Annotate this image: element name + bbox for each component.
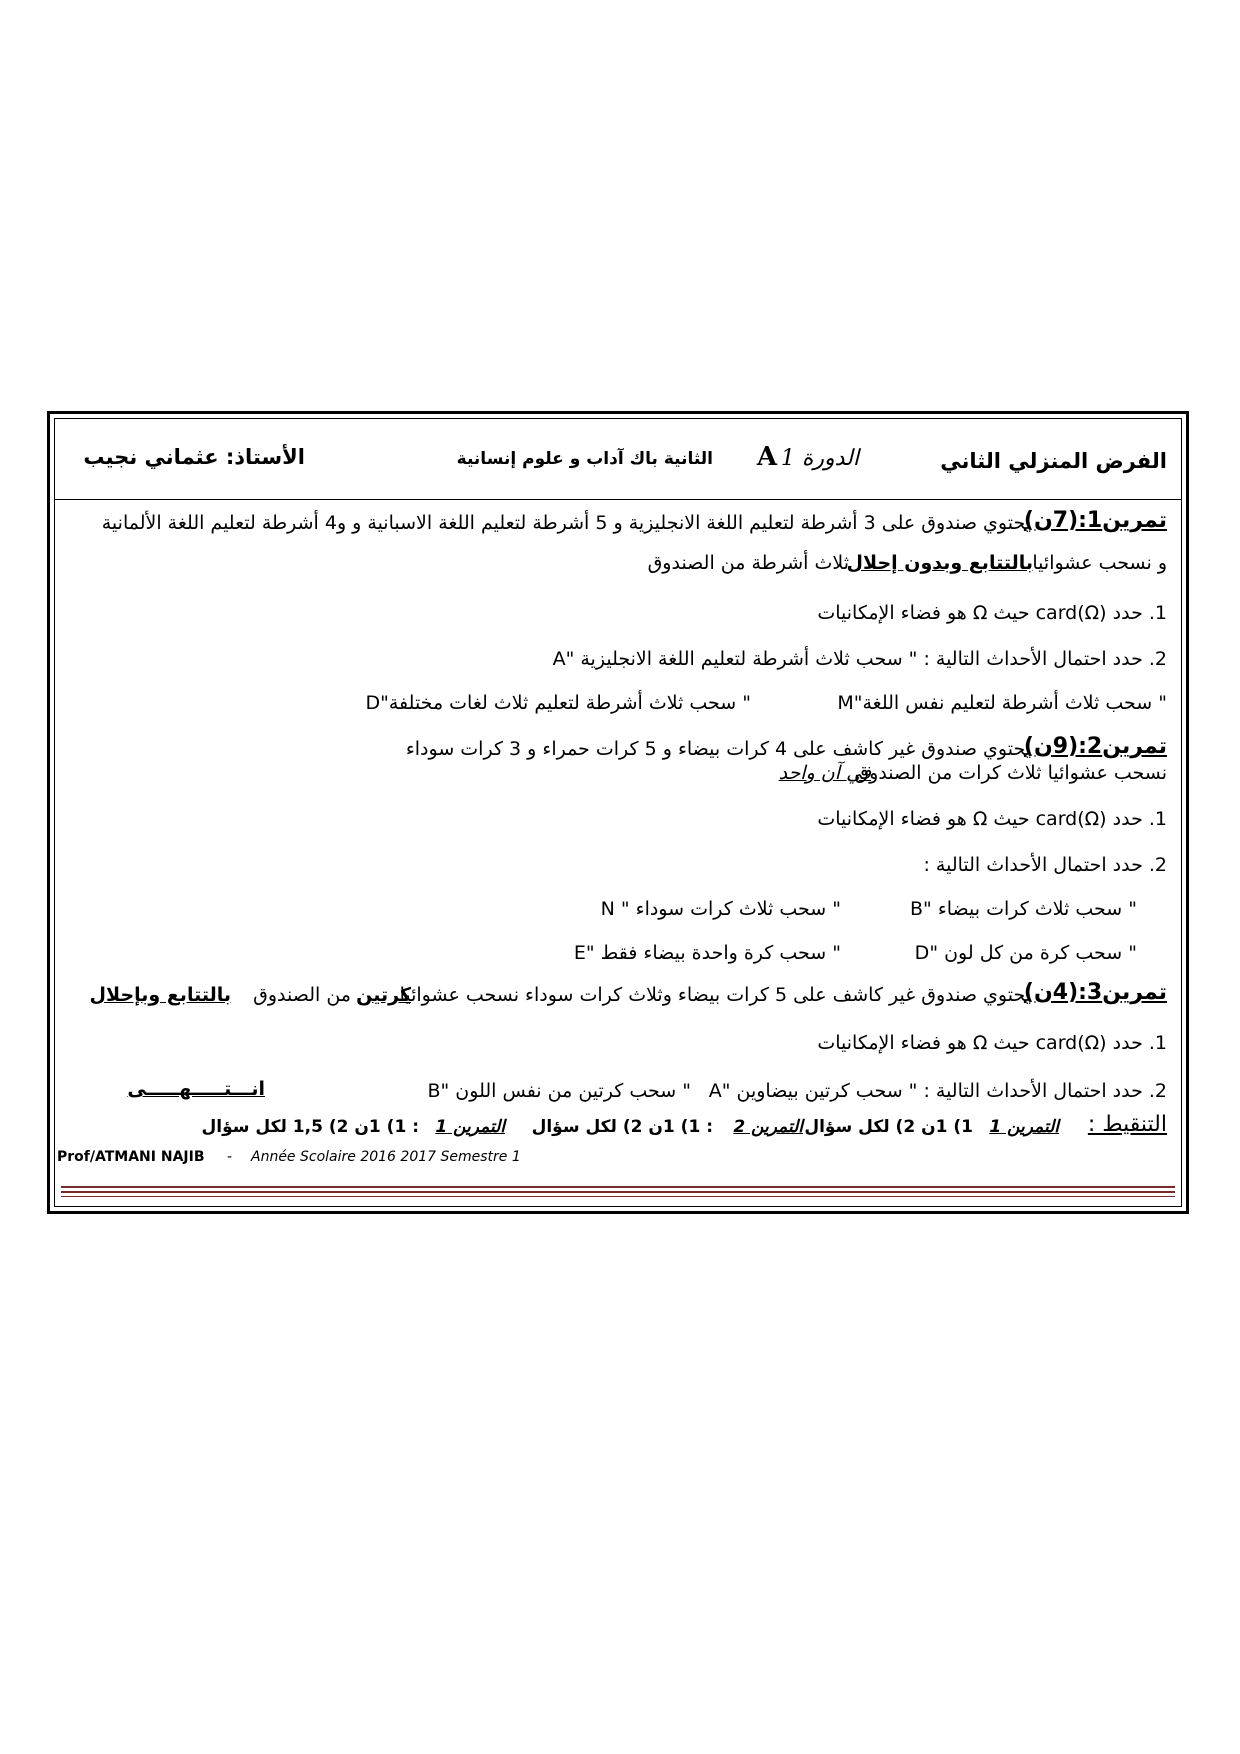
grading-ex1-label: التمرين 1 [989, 1117, 1059, 1137]
ex1-line2-c: ثلاث أشرطة من الصندوق [647, 552, 849, 574]
grading-ex3-label: التمرين 1 [435, 1117, 505, 1137]
ex2-q1: 1. حدد card(Ω) حيث Ω هو فضاء الإمكانيات [817, 808, 1167, 830]
ex1-q2: 2. حدد احتمال الأحداث التالية : " سحب ثلاث أشرطة لتعليم اللغة الانجليزية "A [552, 648, 1167, 670]
ex1-q1: 1. حدد card(Ω) حيث Ω هو فضاء الإمكانيات [817, 602, 1167, 624]
exam-sheet [47, 411, 1189, 1214]
footer-separator: - [227, 1149, 233, 1165]
ex1-label: تمرين1:(7ن) [1023, 508, 1167, 533]
ex2-line1: يحتوي صندوق غير كاشف على 4 كرات بيضاء و 5 كرات حمراء و 3 كرات سوداء [405, 738, 1031, 760]
ex3-line1-a: يحتوي صندوق غير كاشف على 5 كرات بيضاء وثلاث كرات سوداء نسحب عشوائيا [399, 984, 1031, 1006]
ex1-event-d: " سحب ثلاث أشرطة لتعليم ثلاث لغات مختلفة"D [365, 692, 751, 714]
exam-title: الفرض المنزلي الثاني [940, 449, 1167, 473]
grading-ex2-label: التمرين 2 [733, 1117, 803, 1137]
ex1-line2-a: و نسحب عشوائيا [1032, 552, 1167, 574]
ex2-q2: 2. حدد احتمال الأحداث التالية : [923, 854, 1167, 876]
ex1-line1: يحتوي صندوق على 3 أشرطة لتعليم اللغة الانجليزية و 5 أشرطة لتعليم اللغة الاسبانية و و4 أشرطة لتعليم اللغة الألمانية [101, 512, 1031, 534]
exam-inner-border [54, 418, 1182, 1207]
exam-teacher: الأستاذ: عثماني نجيب [83, 445, 305, 469]
ex2-label: تمرين2:(9ن) [1023, 734, 1167, 759]
footer-rule [61, 1186, 1175, 1196]
grading-ex2-value: : 1) 1ن 2) لكل سؤال [531, 1117, 713, 1137]
ex2-event-e: " سحب كرة واحدة بيضاء فقط "E [573, 942, 841, 964]
ex2-event-b: " سحب ثلاث كرات بيضاء "B [910, 898, 1137, 920]
grading-ex3-value: : 1) 1ن 2) 1,5 لكل سؤال [201, 1117, 419, 1137]
ex2-event-d: " سحب كرة من كل لون "D [914, 942, 1137, 964]
exam-version: A [756, 442, 777, 472]
ex2-line2-b: في آن واحد [778, 762, 871, 784]
ex1-line2-b: بالتتابع وبدون إحلال [846, 552, 1033, 574]
ex1-event-m: " سحب ثلاث أشرطة لتعليم نفس اللغة"M [837, 692, 1167, 714]
exam-level: الثانية باك آداب و علوم إنسانية [456, 449, 713, 469]
grading-ex1-value: 1) 1ن 2) لكل سؤال [804, 1117, 973, 1137]
ex2-event-n: " سحب ثلاث كرات سوداء " N [600, 898, 841, 920]
grading-label: التنقيط : [1087, 1112, 1167, 1137]
ex3-q2: 2. حدد احتمال الأحداث التالية : " سحب كرتين بيضاوين "A [708, 1080, 1167, 1102]
footer-year: Année Scolaire 2016 2017 Semestre 1 [251, 1149, 521, 1165]
footer-author: Prof/ATMANI NAJIB [57, 1149, 205, 1165]
ex3-line1-c: من الصندوق [253, 984, 351, 1006]
ex3-line1-d: بالتتابع وبإحلال [89, 984, 231, 1006]
exam-session: الدورة 1 [780, 446, 859, 471]
header-divider [55, 499, 1181, 500]
footer-rule-2 [61, 1191, 1175, 1193]
ex3-line1-b: كرتين [356, 984, 411, 1006]
footer-rule-3 [61, 1196, 1175, 1197]
ex3-label: تمرين3:(4ن) [1023, 980, 1167, 1005]
footer-rule-1 [61, 1186, 1175, 1188]
ex2-line2-a: نسحب عشوائيا ثلاث كرات من الصندوق [854, 762, 1167, 784]
exam-end: انـــتـــــهـــــى [127, 1078, 265, 1100]
ex3-event-b: " سحب كرتين من نفس اللون "B [427, 1080, 691, 1102]
ex3-q1: 1. حدد card(Ω) حيث Ω هو فضاء الإمكانيات [817, 1032, 1167, 1054]
